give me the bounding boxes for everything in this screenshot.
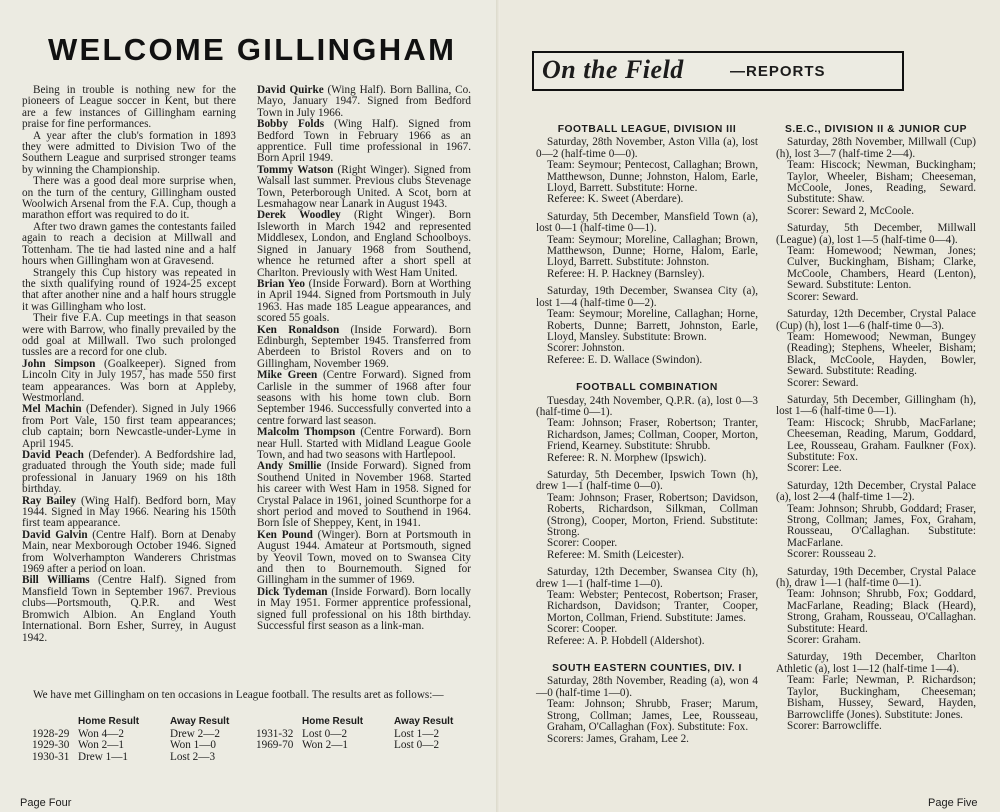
player-bio: Dick Tydeman (Inside Forward). Born locally in May 1951. Former apprentice professional, signed full professional on his 18th birthday. Successful first season as a link-man. bbox=[257, 585, 471, 633]
player-bio: Bobby Folds (Wing Half). Signed from Bedford Town in February 1966 as an apprentice. Full time professional in 1967. Born April 1949. bbox=[257, 118, 471, 165]
page-title: WELCOME GILLINGHAM bbox=[48, 32, 457, 67]
match-detail: Team: Johnson; Fraser, Robertson; Davidson, Roberts, Richardson, Silkman, Collman (Strong), Cooper, Morton, Friend. Substitute: Strong. bbox=[547, 491, 758, 538]
match-report bbox=[776, 137, 976, 217]
match-summary: Saturday, 28th November, Millwall (Cup) (h), lost 3—7 (half-time 2—4). bbox=[776, 136, 976, 160]
match-report bbox=[776, 395, 976, 475]
section-heading: SOUTH EASTERN COUNTIES, DIV. I bbox=[552, 663, 742, 675]
match-report bbox=[536, 137, 758, 205]
match-summary: Saturday, 28th November, Aston Villa (a), lost 0—2 (half-time 0—0). bbox=[536, 136, 758, 160]
player-bio: David Quirke (Wing Half). Born Ballina, Co. Mayo, January 1947. Signed from Bedford Town in July 1966. bbox=[257, 84, 471, 119]
results-header-home: Home Result bbox=[78, 716, 140, 727]
player-bio: Andy Smillie (Inside Forward). Signed from Southend United in November 1968. Started his career with West Ham in 1958. Signed for Crystal Palace in 1961, joined Scunthorpe for a short period and moved to Southend in 1964. Born Isle of Sheppey, Kent, in 1941. bbox=[257, 460, 471, 530]
match-summary: Saturday, 12th December, Crystal Palace (Cup) (h), lost 1—6 (half-time 0—3). bbox=[776, 308, 976, 332]
player-bio: Ken Pound (Winger). Born at Portsmouth in August 1944. Amateur at Portsmouth, signed by Yeovil Town, moved on to Swansea City and then to Bournemouth. Signed for Gillingham in the summer of 1969. bbox=[257, 528, 472, 587]
result-away: Lost 1—2 bbox=[394, 728, 440, 740]
intro-paragraph: Strangely this Cup history was repeated in the sixth qualifying round of 1924-25 except that after another nine and a half hours struggle it was Gillingham who lost. bbox=[22, 266, 236, 313]
reports-header-label: —REPORTS bbox=[730, 63, 826, 80]
left-column-2 bbox=[257, 85, 471, 633]
match-summary: Saturday, 5th December, Millwall (League) (a), lost 1—5 (half-time 0—4). bbox=[776, 222, 976, 246]
section-spacer bbox=[536, 653, 758, 663]
player-bio: Bill Williams (Centre Half). Signed from Mansfield Town in September 1967. Previous clubs—Portsmouth, Q.P.R. and West Bromwich Albion. An England Youth International. Born Esher, Surrey, in August 1942. bbox=[22, 574, 236, 644]
match-detail: Team: Homewood; Newman, Bungey (Reading); Stephens, Wheeler, Bisham; Black, McCoole, Hayden, Bowler, Seward. Substitute: Reading. bbox=[787, 330, 976, 378]
player-name: David Galvin bbox=[22, 528, 88, 541]
match-summary: Saturday, 19th December, Charlton Athletic (a), lost 1—12 (half-time 1—4). bbox=[776, 651, 976, 675]
player-bio: Brian Yeo (Inside Forward). Born at Worthing in April 1944. Signed from Portsmouth in July 1963. Has made 185 League appearances, and scored 55 goals. bbox=[257, 277, 471, 325]
match-detail: Team: Seymour; Pentecost, Callaghan; Brown, Matthewson, Dunne; Johnston, Halom, Earle, Lloyd, Barrett. Substitute: Horne. bbox=[547, 159, 758, 195]
results-row bbox=[256, 740, 453, 751]
reports-column-2 bbox=[776, 124, 976, 738]
match-report bbox=[776, 652, 976, 732]
reports-column-1 bbox=[536, 124, 758, 751]
player-name: Ray Bailey bbox=[22, 494, 77, 507]
match-report bbox=[776, 223, 976, 303]
intro-paragraph: A year after the club's formation in 1893 they were admitted to Division Two of the Southern League and surprised stronger teams by winning the Championship. bbox=[22, 129, 236, 176]
result-away: Won 1—0 bbox=[170, 739, 217, 752]
match-summary: Tuesday, 24th November, Q.P.R. (a), lost 0—3 (half-time 0—1). bbox=[536, 394, 758, 418]
player-name: John Simpson bbox=[22, 357, 96, 370]
player-name: David Peach bbox=[22, 449, 84, 461]
match-report bbox=[536, 470, 758, 561]
match-detail: Scorer: Graham. bbox=[787, 634, 861, 647]
match-detail: Scorers: James, Graham, Lee 2. bbox=[547, 732, 689, 745]
match-detail: Scorer: Johnston. bbox=[547, 342, 625, 355]
match-detail: Team: Johnson; Shrubb, Fox; Goddard, MacFarlane, Reading; Black (Heard), Strong, Graham, Rousseau, O'Callaghan. Substitute: Heard. bbox=[787, 588, 976, 635]
section-heading: FOOTBALL LEAGUE, DIVISION III bbox=[557, 124, 737, 135]
player-bio: Ken Ronaldson (Inside Forward). Born Edinburgh, September 1945. Transferred from Aberdeen to Bristol Rovers and on to Gillingham, November 1969. bbox=[257, 323, 471, 370]
match-report bbox=[776, 481, 976, 561]
results-table-b bbox=[256, 716, 453, 752]
match-detail: Team: Webster; Pentecost, Robertson; Fraser, Richardson, Davidson; Tranter, Cooper, Morton, Collman, Friend. Substitute: James. bbox=[547, 589, 758, 624]
player-name: Bobby Folds bbox=[257, 118, 325, 131]
match-report bbox=[536, 212, 758, 280]
player-name: Mike Green bbox=[257, 369, 318, 382]
match-detail: Scorer: Seward. bbox=[787, 290, 859, 303]
match-detail: Team: Johnson; Shrubb, Fraser; Marum, Strong, Collman; James, Lee, Rousseau, Graham, O'Callaghan (Fox). Substitute: Fox. bbox=[547, 698, 758, 734]
match-summary: Saturday, 19th December, Crystal Palace (h), draw 1—1 (half-time 0—1). bbox=[776, 565, 976, 590]
match-report bbox=[536, 567, 758, 647]
match-summary: Saturday, 5th December, Gillingham (h), lost 1—6 (half-time 0—1). bbox=[776, 393, 976, 418]
match-detail: Team: Hiscock; Shrubb, MacFarlane; Cheeseman, Reading, Marum, Goddard, Lee, Rousseau, Graham. Faulkner (Fox). Substitute: Fox. bbox=[787, 416, 976, 463]
results-header-away: Away Result bbox=[394, 716, 454, 727]
match-detail: Referee: M. Smith (Leicester). bbox=[547, 548, 684, 561]
match-detail: Scorer: Barrowcliffe. bbox=[787, 719, 882, 732]
intro-paragraph: There was a good deal more surprise when, on the turn of the century, Gillingham ousted Woolwich Arsenal from the F.A. Cup, though a marathon effort was required to do it. bbox=[22, 175, 236, 222]
player-bio: David Peach (Defender). A Bedfordshire lad, graduated through the Youth side; made full professional in January 1969 on his 18th birthday. bbox=[22, 449, 236, 496]
section-heading: S.E.C., DIVISION II & JUNIOR CUP bbox=[785, 124, 967, 135]
match-detail: Scorer: Lee. bbox=[787, 462, 842, 475]
player-name: Derek Woodley bbox=[257, 209, 341, 222]
player-name: Dick Tydeman bbox=[257, 585, 328, 598]
match-detail: Scorer: Seward 2, McCoole. bbox=[787, 204, 915, 217]
section-spacer bbox=[536, 372, 758, 382]
match-report bbox=[776, 567, 976, 647]
result-season: 1931-32 bbox=[256, 728, 294, 740]
result-season: 1929-30 bbox=[32, 739, 70, 752]
match-detail: Referee: K. Sweet (Aberdare). bbox=[547, 193, 684, 206]
match-detail: Referee: E. D. Wallace (Swindon). bbox=[547, 353, 703, 366]
player-name: Ken Pound bbox=[257, 528, 313, 541]
player-bio: Mel Machin (Defender). Signed in July 1966 from Port Vale, 150 first team appearances; club captain; born Newcastle-under-Lyme in April 1945. bbox=[22, 403, 236, 450]
result-home: Drew 1—1 bbox=[78, 750, 129, 763]
result-season: 1928-29 bbox=[32, 728, 70, 740]
match-detail: Team: Johnson; Shrubb, Goddard; Fraser, Strong, Collman; James, Fox, Graham, Rousseau, O'Callaghan. Substitute: MacFarlane. bbox=[787, 502, 976, 549]
result-home: Won 4—2 bbox=[78, 728, 125, 740]
match-detail: Team: Seymour; Moreline, Callaghan; Brown, Matthewson, Dunne; Horne, Halom, Earle, Lloyd, Barrett. Substitute: Johnston. bbox=[547, 233, 758, 269]
player-name: Brian Yeo bbox=[257, 277, 305, 290]
match-detail: Team: Hiscock; Newman, Buckingham; Taylor, Wheeler, Bisham; Cheeseman, McCoole, Jones, Reading, Seward. Substitute: Shaw. bbox=[787, 159, 976, 206]
match-summary: Saturday, 12th December, Swansea City (h), drew 1—1 (half-time 1—0). bbox=[536, 566, 758, 590]
player-name: Ken Ronaldson bbox=[257, 323, 340, 336]
player-name: Mel Machin bbox=[22, 403, 82, 416]
player-bio: Malcolm Thompson (Centre Forward). Born near Hull. Started with Midland League Goole Town, and had two seasons with Hartlepool. bbox=[257, 426, 471, 461]
player-name: Tommy Watson bbox=[257, 163, 334, 176]
match-detail: Team: Seymour; Moreline, Callaghan; Horne, Roberts, Dunne; Barrett, Johnston, Earle, Lloyd, Mansley. Substitute: Brown. bbox=[547, 308, 758, 343]
match-report bbox=[776, 309, 976, 389]
player-bio: David Galvin (Centre Half). Born at Denaby Main, near Mexborough October 1946. Signed from Wolverhampton Wanderers Christmas 1969 after a period on loan. bbox=[22, 528, 236, 576]
match-summary: Saturday, 5th December, Mansfield Town (a), lost 0—1 (half-time 0—1). bbox=[536, 210, 758, 235]
match-detail: Referee: A. P. Hobdell (Aldershot). bbox=[547, 634, 705, 647]
result-away: Drew 2—2 bbox=[170, 728, 221, 740]
match-summary: Saturday, 5th December, Ipswich Town (h), drew 1—1 (half-time 0—0). bbox=[536, 468, 758, 493]
results-row bbox=[32, 752, 229, 763]
intro-paragraph: Being in trouble is nothing new for the pioneers of League soccer in Kent, but there are a few instances of Gillingham earning praise for fine performances. bbox=[22, 84, 236, 131]
match-detail: Team: Homewood; Newman, Jones; Culver, Buckingham, Bisham; Clarke, McCoole, Chambers, Heard (Lenton), Seward. Substitute: Lenton. bbox=[787, 245, 976, 292]
match-detail: Team: Johnson; Fraser, Robertson; Tranter, Richardson, James; Collman, Cooper, Morton, Friend, Kearney. Substitute: Shrubb. bbox=[547, 417, 758, 453]
result-away: Lost 0—2 bbox=[394, 739, 440, 752]
player-name: Bill Williams bbox=[22, 574, 90, 587]
result-season: 1930-31 bbox=[32, 750, 70, 763]
results-intro: We have met Gillingham on ten occasions in League football. The results aret as follows:— bbox=[33, 689, 444, 701]
match-report bbox=[536, 396, 758, 464]
player-bio: John Simpson (Goalkeeper). Signed from Lincoln City in July 1957, has made 550 first team appearances. Was born at Appleby, Westmorland. bbox=[22, 357, 236, 404]
player-name: Malcolm Thompson bbox=[257, 426, 356, 439]
player-bio: Tommy Watson (Right Winger). Signed from Walsall last summer. Previous clubs Stevenage Town, Peterborough United. A Scot, born at Lesmahagow near Lanark in August 1943. bbox=[257, 163, 471, 211]
match-detail: Scorer: Cooper. bbox=[547, 537, 618, 550]
reports-header-script: On the Field bbox=[542, 55, 684, 84]
match-summary: Saturday, 12th December, Crystal Palace (a), lost 2—4 (half-time 1—2). bbox=[776, 479, 976, 504]
reports-header bbox=[532, 51, 904, 91]
result-home: Won 2—1 bbox=[302, 739, 349, 752]
match-detail: Team: Farle; Newman, P. Richardson; Taylor, Buckingham, Cheeseman; Bisham, Hussey, Seward, Hayden, Barrowcliffe (Jones). Substitute: Jones. bbox=[787, 674, 976, 721]
match-report bbox=[536, 286, 758, 366]
results-header-home: Home Result bbox=[302, 716, 364, 727]
match-report bbox=[536, 676, 758, 744]
intro-paragraph: Their five F.A. Cup meetings in that season were with Barrow, who finally prevailed by the odd goal at Millwall. Two such prolonged tussles are a record for one club. bbox=[22, 312, 236, 359]
match-detail: Scorer: Rousseau 2. bbox=[787, 548, 877, 561]
match-detail: Scorer: Cooper. bbox=[547, 623, 618, 636]
match-detail: Referee: R. N. Morphew (Ipswich). bbox=[547, 451, 707, 464]
section-heading: FOOTBALL COMBINATION bbox=[576, 382, 718, 394]
page-number-right: Page Five bbox=[928, 797, 978, 809]
player-bio: Mike Green (Centre Forward). Signed from Carlisle in the summer of 1968 after four seasons with his home town club. Born September 1946. Successfully converted into a centre forward last season. bbox=[257, 369, 471, 427]
page-number-left: Page Four bbox=[20, 797, 72, 809]
result-home: Won 2—1 bbox=[78, 739, 125, 752]
results-header-away: Away Result bbox=[170, 716, 230, 727]
match-summary: Saturday, 19th December, Swansea City (a), lost 1—4 (half-time 0—2). bbox=[536, 285, 758, 309]
match-summary: Saturday, 28th November, Reading (a), won 4—0 (half-time 1—0). bbox=[536, 675, 758, 699]
player-name: David Quirke bbox=[257, 84, 324, 96]
match-detail: Scorer: Seward. bbox=[787, 376, 859, 389]
player-bio: Derek Woodley (Right Winger). Born Isleworth in March 1942 and represented Middlesex, London, and England Schoolboys. Signed in January 1968 from Southend, whence he returned after a short spell at Charlton. Previously with West Ham United. bbox=[257, 209, 471, 279]
result-away: Lost 2—3 bbox=[170, 750, 216, 763]
intro-paragraph: After two drawn games the contestants failed again to reach a decision at Millwall and Tottenham. The tie had lasted nine and a half hours when Gillingham won at Gravesend. bbox=[22, 220, 236, 268]
result-home: Lost 0—2 bbox=[302, 728, 348, 740]
left-column-1 bbox=[22, 85, 236, 644]
match-detail: Referee: H. P. Hackney (Barnsley). bbox=[547, 267, 705, 280]
player-bio: Ray Bailey (Wing Half). Bedford born, May 1944. Signed in May 1966. Nearing his 150th first team appearance. bbox=[22, 494, 236, 530]
result-season: 1969-70 bbox=[256, 739, 294, 752]
player-name: Andy Smillie bbox=[257, 460, 322, 473]
results-table-a bbox=[32, 716, 229, 763]
